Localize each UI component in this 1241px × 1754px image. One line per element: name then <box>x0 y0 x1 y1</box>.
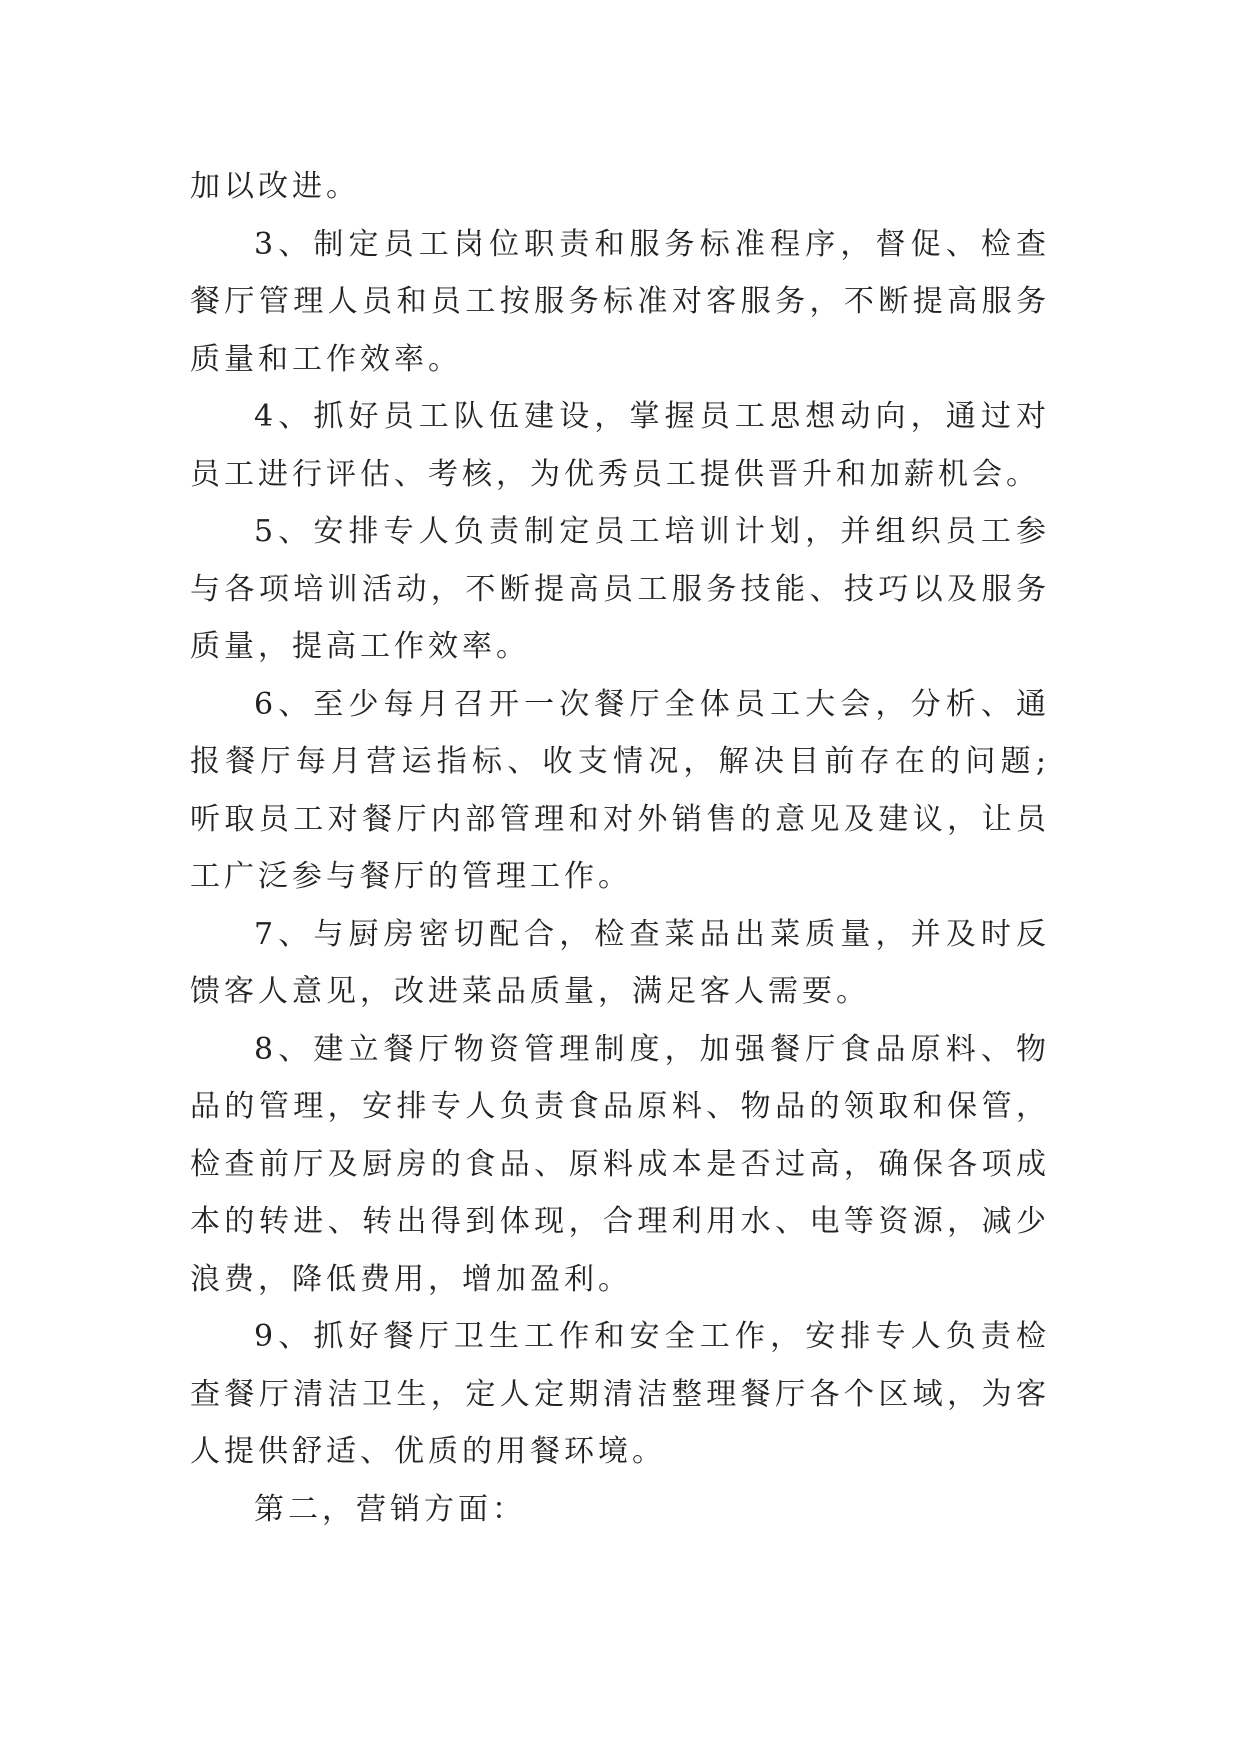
continuation-text: 加以改进。 <box>190 169 360 204</box>
paragraph-item-7: 7、与厨房密切配合，检查菜品出菜质量，并及时反馈客人意见，改进菜品质量，满足客人需要。 <box>190 916 1050 1009</box>
paragraph-item-3: 3、制定员工岗位职责和服务标准程序，督促、检查餐厅管理人员和员工按服务标准对客服务，不断提高服务质量和工作效率。 <box>190 226 1050 377</box>
paragraph-item-8: 8、建立餐厅物资管理制度，加强餐厅食品原料、物品的管理，安排专人负责食品原料、物品的领取和保管，检查前厅及厨房的食品、原料成本是否过高，确保各项成本的转进、转出得到体现，合理利用水、电等资源，减少浪费，降低费用，增加盈利。 <box>190 1031 1050 1297</box>
paragraph-item-5: 5、安排专人负责制定员工培训计划，并组织员工参与各项培训活动，不断提高员工服务技能、技巧以及服务质量，提高工作效率。 <box>190 514 1050 664</box>
document-body <box>190 158 1050 1538</box>
paragraph-item-4: 4、抓好员工队伍建设，掌握员工思想动向，通过对员工进行评估、考核，为优秀员工提供晋升和加薪机会。 <box>190 399 1050 492</box>
section-heading: 第二，营销方面： <box>254 1491 526 1527</box>
paragraph-item-6: 6、至少每月召开一次餐厅全体员工大会，分析、通报餐厅每月营运指标、收支情况，解决目前存在的问题;听取员工对餐厅内部管理和对外销售的意见及建议，让员工广泛参与餐厅的管理工作。 <box>190 686 1050 894</box>
paragraph-item-9: 9、抓好餐厅卫生工作和安全工作，安排专人负责检查餐厅清洁卫生，定人定期清洁整理餐厅各个区域，为客人提供舒适、优质的用餐环境。 <box>190 1319 1050 1469</box>
